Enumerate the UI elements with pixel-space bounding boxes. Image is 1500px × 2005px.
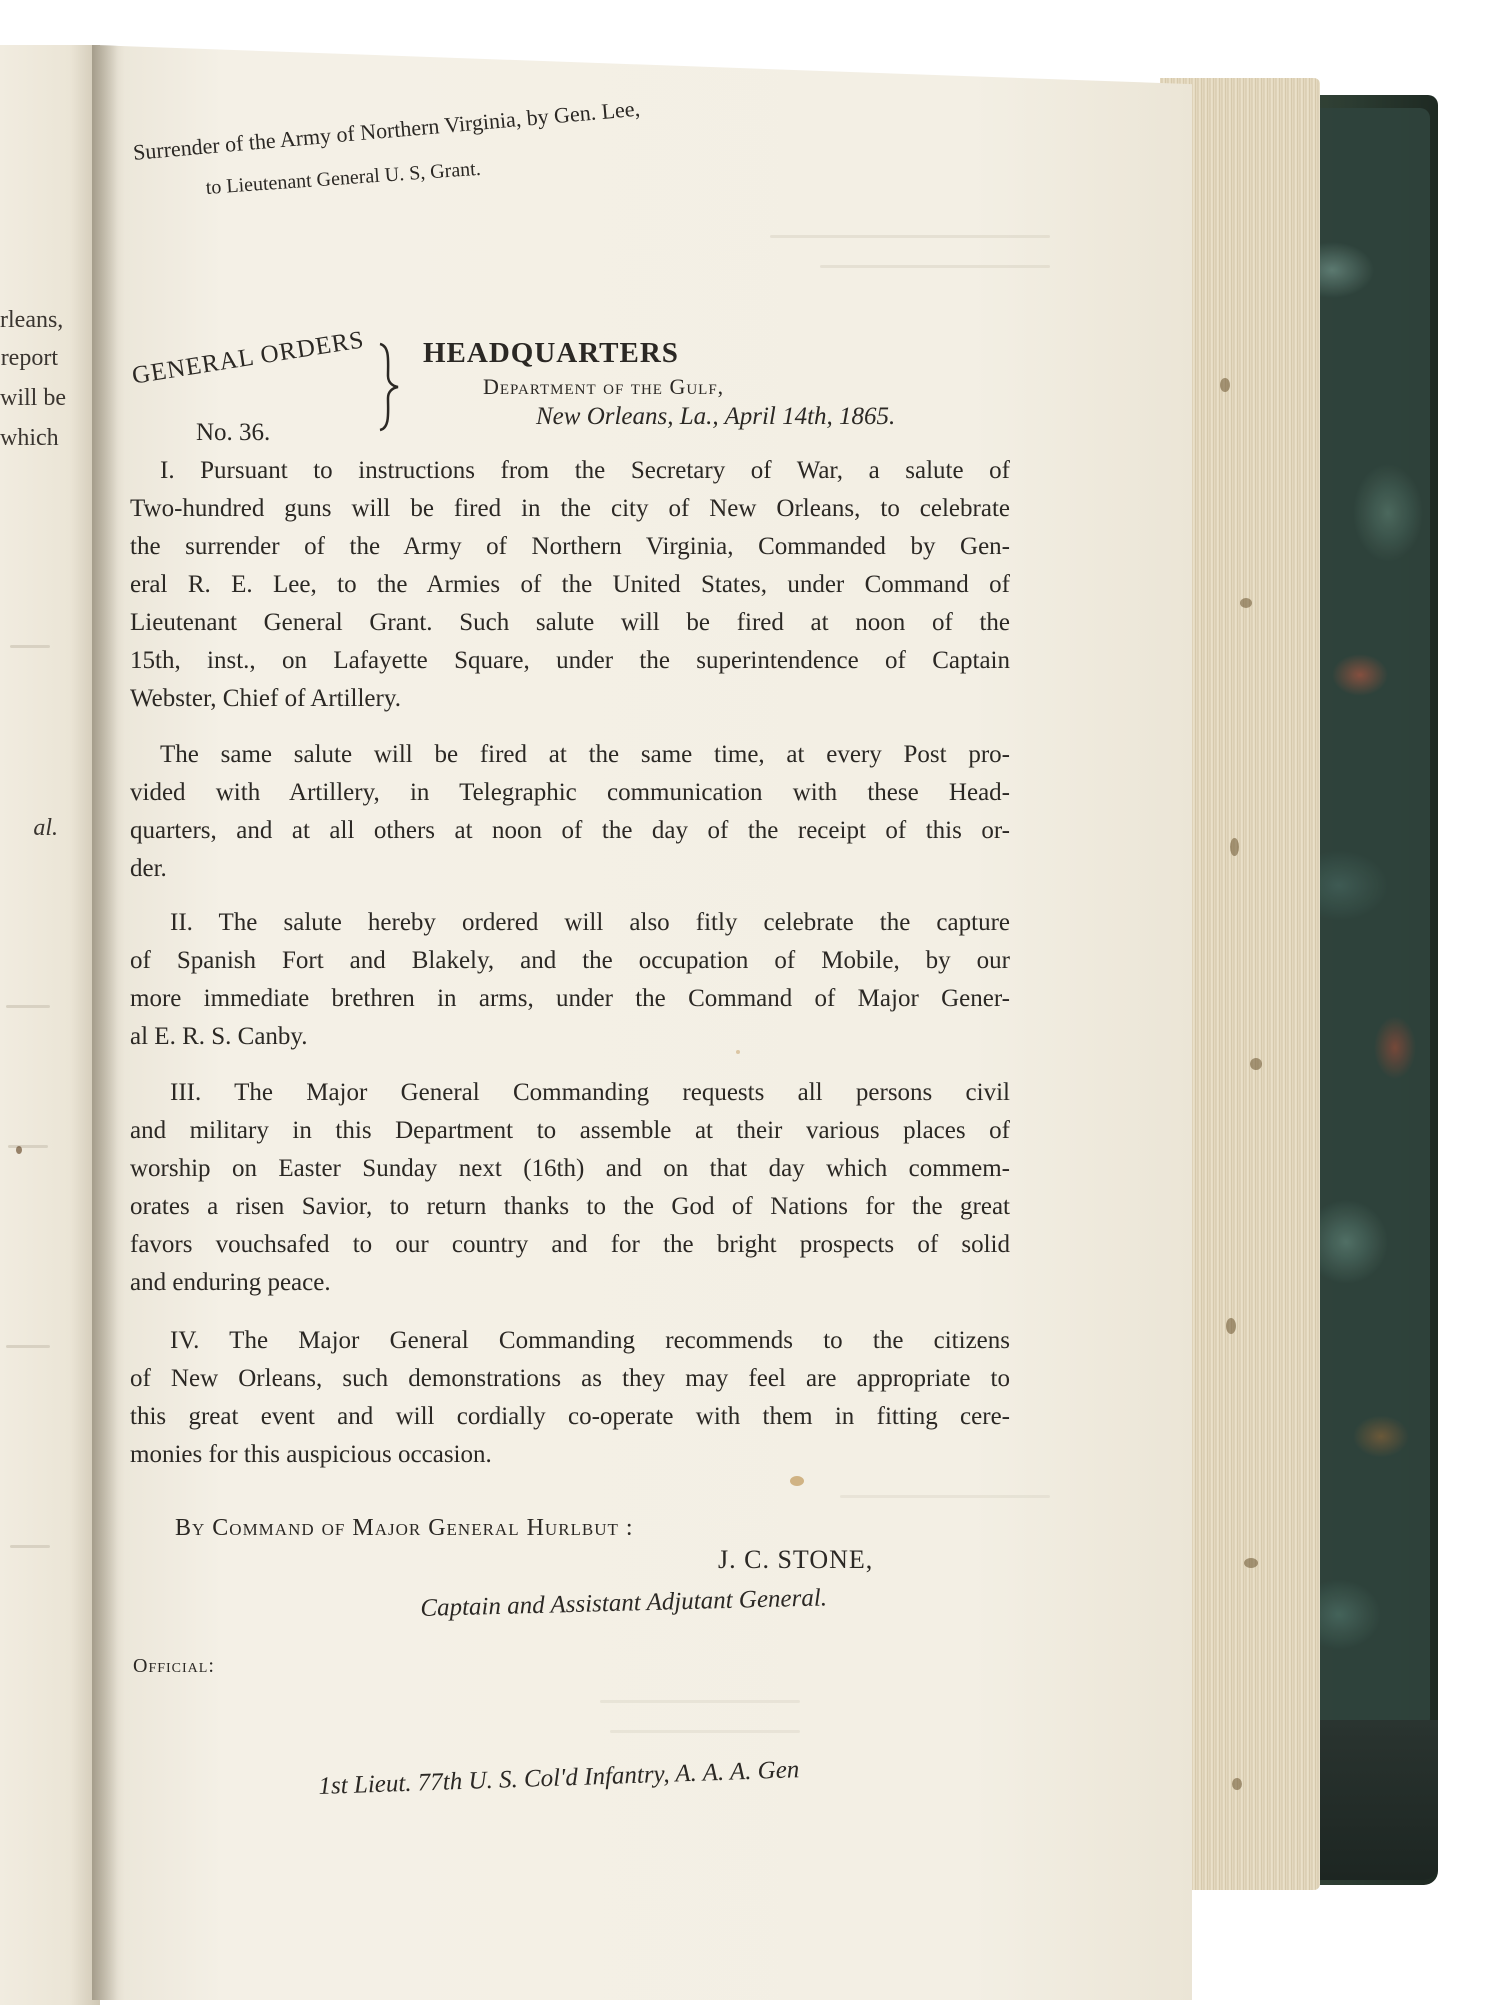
text-line: more immediate brethren in arms, under the Command of Major Gener- <box>130 985 1010 1012</box>
text-line: I. Pursuant to instructions from the Secretary of War, a salute of <box>160 457 1010 484</box>
text-line: favors vouchsafed to our country and for the bright prospects of solid <box>130 1231 1010 1258</box>
text-line: Two-hundred guns will be fired in the city of New Orleans, to celebrate <box>130 495 1010 522</box>
edge-stain <box>1226 1318 1236 1334</box>
headquarters-title: HEADQUARTERS <box>423 337 679 369</box>
text-line: 15th, inst., on Lafayette Square, under the superintendence of Captain <box>130 647 1010 674</box>
official-label: Official: <box>133 1655 215 1677</box>
text-line: and military in this Department to assemble at their various places of <box>130 1117 1010 1144</box>
faint-line <box>8 1145 48 1148</box>
text-line: the surrender of the Army of Northern Virginia, Commanded by Gen- <box>130 533 1010 560</box>
department-name: Department of the Gulf, <box>483 374 725 399</box>
facing-page <box>0 45 100 2005</box>
edge-stain <box>1220 378 1230 392</box>
curly-brace-icon <box>372 342 402 432</box>
text-line: III. The Major General Commanding requests all persons civil <box>170 1079 1010 1106</box>
attestation-line: 1st Lieut. 77th U. S. Col'd Infantry, A. A. A. Gen <box>318 1756 800 1800</box>
edge-stain <box>1240 598 1252 608</box>
general-orders-label: GENERAL ORDERS <box>130 326 367 390</box>
edge-stain <box>1230 838 1239 856</box>
place-and-date: New Orleans, La., April 14th, 1865. <box>536 403 896 430</box>
facing-fragment: al. <box>33 815 58 841</box>
show-through-line <box>820 265 1050 268</box>
foxing-spot <box>790 1476 804 1486</box>
text-line: Lieutenant General Grant. Such salute will be fired at noon of the <box>130 609 1010 636</box>
text-line: worship on Easter Sunday next (16th) and on that day which commem- <box>130 1155 1010 1182</box>
paragraph-1 <box>130 452 1010 718</box>
text-line: of New Orleans, such demonstrations as they may feel are appropriate to <box>130 1365 1010 1392</box>
facing-fragment: will be <box>0 385 66 411</box>
show-through-line <box>600 1700 800 1703</box>
running-header-line2: to Lieutenant General U. S, Grant. <box>205 157 482 199</box>
facing-fragment: rleans, <box>0 307 64 333</box>
text-line: al E. R. S. Canby. <box>130 1023 308 1050</box>
text-line: der. <box>130 855 167 882</box>
text-line: eral R. E. Lee, to the Armies of the United States, under Command of <box>130 571 1010 598</box>
show-through-line <box>770 235 1050 238</box>
paragraph-2-roman <box>130 904 1010 1056</box>
paragraph-3-roman <box>130 1074 1010 1302</box>
signer-name: J. C. STONE, <box>718 1545 874 1574</box>
faint-line <box>6 1345 50 1348</box>
edge-stain <box>1250 1058 1262 1070</box>
text-line: II. The salute hereby ordered will also fitly celebrate the capture <box>170 909 1010 936</box>
faint-line <box>6 1005 50 1008</box>
paragraph-2 <box>130 736 1010 888</box>
foxing-spot <box>16 1146 22 1154</box>
text-line: IV. The Major General Commanding recommends to the citizens <box>170 1327 1010 1354</box>
text-line: orates a risen Savior, to return thanks to the God of Nations for the great <box>130 1193 1010 1220</box>
running-header-line1: Surrender of the Army of Northern Virginia, by Gen. Lee, <box>132 95 641 165</box>
edge-stain <box>1244 1558 1258 1568</box>
text-line: Webster, Chief of Artillery. <box>130 685 401 712</box>
text-line: monies for this auspicious occasion. <box>130 1441 492 1468</box>
faint-line <box>10 645 50 648</box>
text-line: quarters, and at all others at noon of the day of the receipt of this or- <box>130 817 1010 844</box>
facing-fragment: report <box>0 345 58 371</box>
signer-title: Captain and Assistant Adjutant General. <box>420 1584 828 1622</box>
foxing-spot <box>736 1050 740 1054</box>
text-line: this great event and will cordially co-operate with them in fitting cere- <box>130 1403 1010 1430</box>
show-through-line <box>610 1730 800 1733</box>
command-line: By Command of Major General Hurlbut : <box>175 1515 634 1541</box>
show-through-line <box>840 1495 1050 1498</box>
text-line: and enduring peace. <box>130 1269 331 1296</box>
text-line: vided with Artillery, in Telegraphic communication with these Head- <box>130 779 1010 806</box>
text-line: of Spanish Fort and Blakely, and the occupation of Mobile, by our <box>130 947 1010 974</box>
paragraph-4-roman <box>130 1322 1010 1474</box>
facing-fragment: which <box>0 425 59 451</box>
faint-line <box>10 1545 50 1548</box>
order-number: No. 36. <box>196 419 271 446</box>
text-line: The same salute will be fired at the same time, at every Post pro- <box>160 741 1010 768</box>
edge-stain <box>1232 1778 1242 1790</box>
gutter-shadow <box>92 45 118 2000</box>
